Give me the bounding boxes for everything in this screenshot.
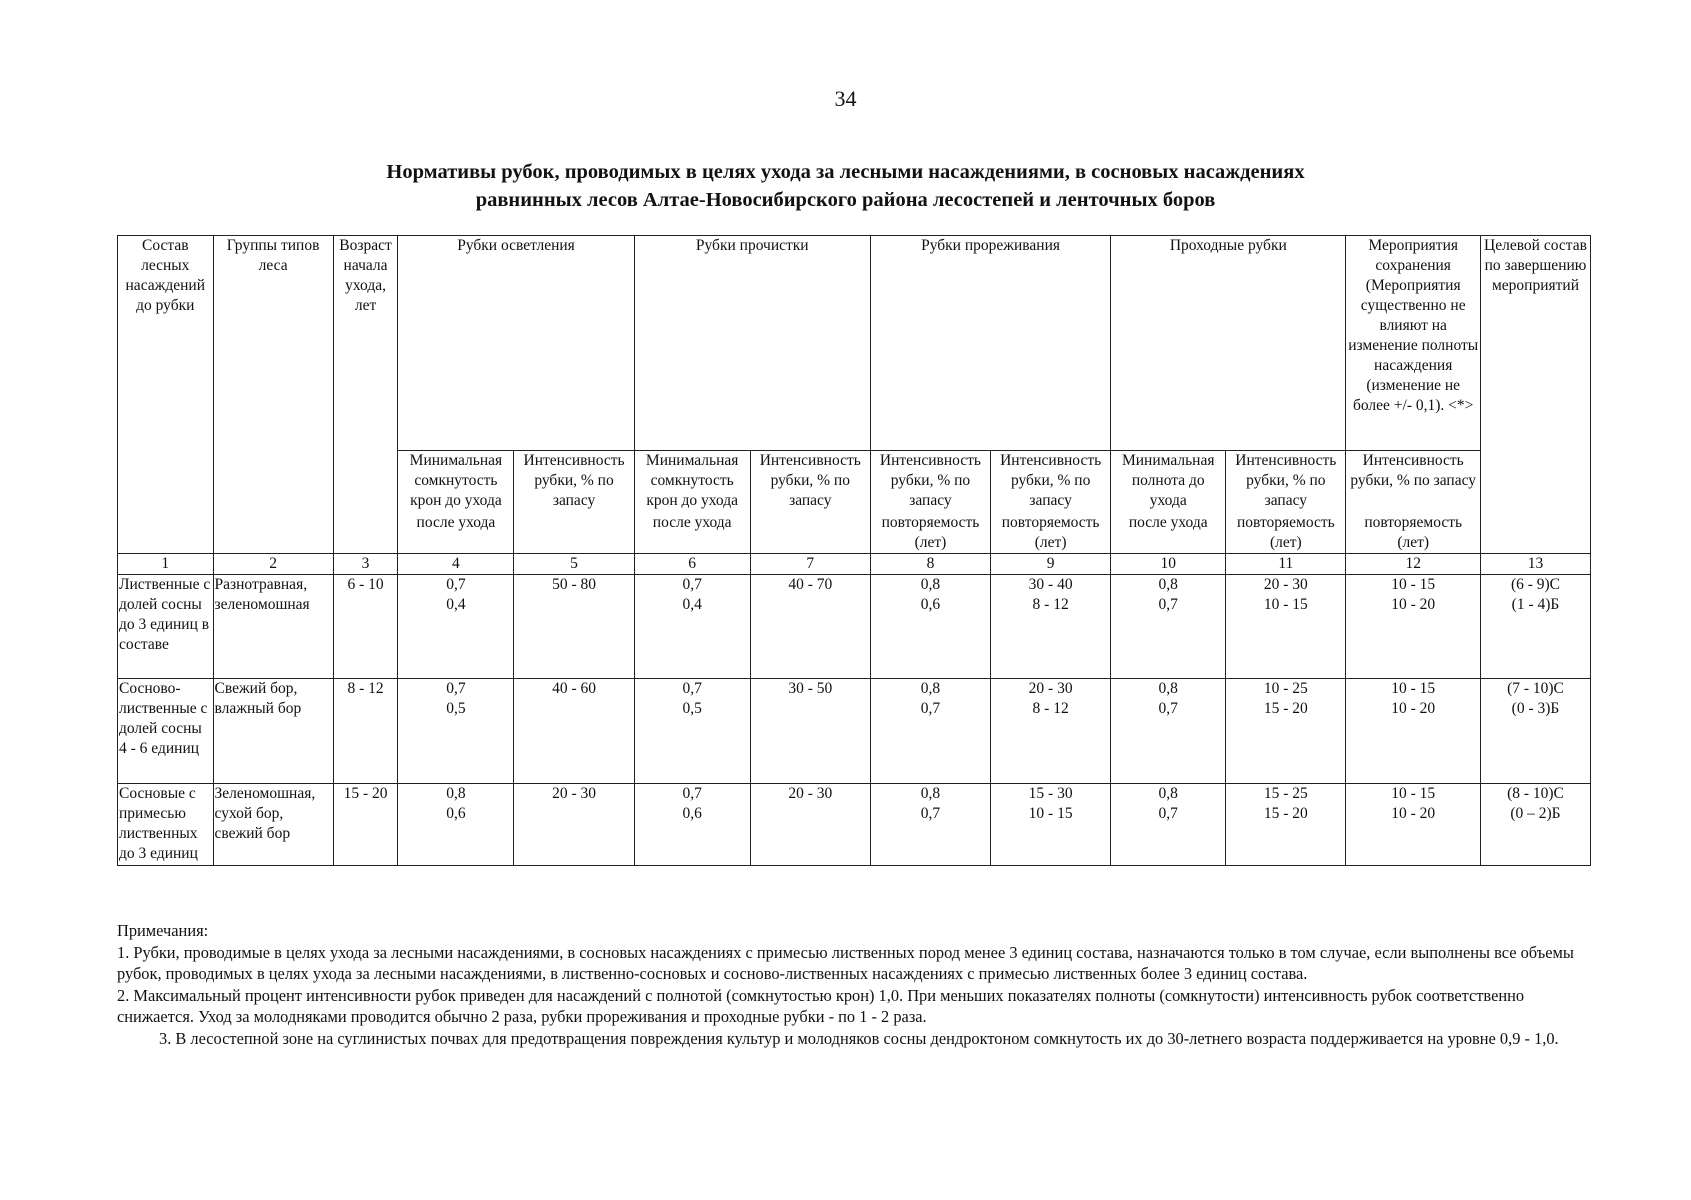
column-number: 10 bbox=[1111, 553, 1226, 574]
title-line-2: равнинных лесов Алтае-Новосибирского района лесостепей и ленточных боров bbox=[475, 189, 1216, 211]
value-cell: 0,7 bbox=[398, 574, 514, 595]
column-number: 4 bbox=[398, 553, 514, 574]
value-cell: 15 - 30 bbox=[991, 783, 1111, 804]
header-start-age: Возраст начала ухода, лет bbox=[333, 236, 398, 554]
value-cell: 0,4 bbox=[398, 595, 514, 679]
header-sub-col10: Минимальная полнота до ухода bbox=[1111, 451, 1226, 513]
value-cell bbox=[514, 595, 634, 679]
value-cell: 20 - 30 bbox=[991, 679, 1111, 700]
header-sub-col12-repeat: повторяемость (лет) bbox=[1346, 513, 1481, 554]
value-cell: 10 - 20 bbox=[1346, 699, 1481, 783]
column-number: 7 bbox=[750, 553, 870, 574]
value-cell: 0,6 bbox=[870, 595, 990, 679]
column-number: 6 bbox=[634, 553, 750, 574]
value-cell bbox=[514, 699, 634, 783]
empty-cell bbox=[333, 699, 398, 783]
value-cell: 0,6 bbox=[634, 804, 750, 866]
column-number: 12 bbox=[1346, 553, 1481, 574]
header-sub-col9-repeat: повторяемость (лет) bbox=[991, 513, 1111, 554]
value-cell: 40 - 60 bbox=[514, 679, 634, 700]
value-cell: 20 - 30 bbox=[750, 783, 870, 804]
value-cell: 0,8 bbox=[1111, 679, 1226, 700]
header-group-prochistka: Рубки прочистки bbox=[634, 236, 870, 451]
table-row bbox=[118, 783, 1591, 804]
value-cell: 20 - 30 bbox=[514, 783, 634, 804]
value-cell bbox=[514, 804, 634, 866]
value-cell: 10 - 15 bbox=[1346, 574, 1481, 595]
value-cell: 0,8 bbox=[870, 783, 990, 804]
value-cell: 0,7 bbox=[870, 699, 990, 783]
value-cell bbox=[750, 595, 870, 679]
empty-cell bbox=[333, 804, 398, 866]
target-composition-cell: (1 - 4)Б bbox=[1480, 595, 1590, 679]
table-row bbox=[118, 574, 1591, 595]
value-cell: 30 - 40 bbox=[991, 574, 1111, 595]
value-cell: 15 - 25 bbox=[1226, 783, 1346, 804]
value-cell: 0,8 bbox=[870, 679, 990, 700]
header-sub-col9: Интенсивность рубки, % по запасу bbox=[991, 451, 1111, 513]
header-sub-col11-repeat: повторяемость (лет) bbox=[1226, 513, 1346, 554]
target-composition-cell: (8 - 10)С bbox=[1480, 783, 1590, 804]
header-sub-col5: Интенсивность рубки, % по запасу bbox=[514, 451, 634, 554]
table-row bbox=[118, 804, 1591, 866]
value-cell: 10 - 15 bbox=[991, 804, 1111, 866]
start-age-cell: 15 - 20 bbox=[333, 783, 398, 804]
value-cell: 0,7 bbox=[634, 679, 750, 700]
value-cell: 0,8 bbox=[398, 783, 514, 804]
column-number: 11 bbox=[1226, 553, 1346, 574]
value-cell bbox=[750, 804, 870, 866]
column-number: 3 bbox=[333, 553, 398, 574]
value-cell: 8 - 12 bbox=[991, 699, 1111, 783]
target-composition-cell: (0 – 2)Б bbox=[1480, 804, 1590, 866]
note-item: 3. В лесостепной зоне на суглинистых почвах для предотвращения повреждения культур и молодняков сосны дендроктоном сомкнутость их до 30-летнего возраста поддерживается на уровне 0,9 - 1,0. bbox=[159, 1028, 1559, 1048]
page-number: 34 bbox=[834, 86, 857, 111]
table-row bbox=[118, 595, 1591, 679]
target-composition-cell: (0 - 3)Б bbox=[1480, 699, 1590, 783]
header-sub-col6: Минимальная сомкнутость крон до ухода bbox=[634, 451, 750, 513]
header-composition: Состав лесных насаждений до рубки bbox=[118, 236, 214, 554]
column-number: 2 bbox=[213, 553, 333, 574]
value-cell: 0,4 bbox=[634, 595, 750, 679]
value-cell: 15 - 20 bbox=[1226, 804, 1346, 866]
header-forest-type: Группы типов леса bbox=[213, 236, 333, 554]
norms-table bbox=[117, 235, 1591, 866]
header-sub-col4-after: после ухода bbox=[398, 513, 514, 554]
value-cell: 30 - 50 bbox=[750, 679, 870, 700]
header-target-composition: Целевой состав по завершению мероприятий bbox=[1480, 236, 1590, 554]
value-cell: 10 - 15 bbox=[1346, 679, 1481, 700]
header-sub-col7: Интенсивность рубки, % по запасу bbox=[750, 451, 870, 554]
header-sub-col11: Интенсивность рубки, % по запасу bbox=[1226, 451, 1346, 513]
target-composition-cell: (7 - 10)С bbox=[1480, 679, 1590, 700]
value-cell: 0,8 bbox=[1111, 783, 1226, 804]
value-cell bbox=[750, 699, 870, 783]
value-cell: 0,7 bbox=[1111, 699, 1226, 783]
header-row-groups bbox=[118, 236, 1591, 451]
value-cell: 0,7 bbox=[870, 804, 990, 866]
header-group-prorezhivanie: Рубки прореживания bbox=[870, 236, 1110, 451]
value-cell: 0,5 bbox=[398, 699, 514, 783]
value-cell: 8 - 12 bbox=[991, 595, 1111, 679]
composition-cell: Сосновые с примесью лиственных до 3 единиц bbox=[118, 783, 214, 866]
empty-cell bbox=[333, 595, 398, 679]
value-cell: 0,6 bbox=[398, 804, 514, 866]
value-cell: 0,7 bbox=[398, 679, 514, 700]
title-line-1: Нормативы рубок, проводимых в целях ухода за лесными насаждениями, в сосновых насаждениях bbox=[386, 161, 1305, 183]
value-cell: 50 - 80 bbox=[514, 574, 634, 595]
value-cell: 10 - 20 bbox=[1346, 804, 1481, 866]
notes-heading: Примечания: bbox=[117, 921, 209, 940]
table-row bbox=[118, 679, 1591, 700]
value-cell: 0,8 bbox=[870, 574, 990, 595]
header-sub-col12: Интенсивность рубки, % по запасу bbox=[1346, 451, 1481, 513]
value-cell: 0,8 bbox=[1111, 574, 1226, 595]
column-number: 9 bbox=[991, 553, 1111, 574]
table-row bbox=[118, 699, 1591, 783]
document-title bbox=[150, 158, 1541, 214]
column-number: 8 bbox=[870, 553, 990, 574]
header-preservation-measures: Мероприятия сохранения (Мероприятия существенно не влияют на изменение полноты насаждения (изменение не более +/- 0,1). <*> bbox=[1346, 236, 1481, 451]
value-cell: 0,5 bbox=[634, 699, 750, 783]
forest-type-cell: Зеленомошная, сухой бор, свежий бор bbox=[213, 783, 333, 866]
column-number-row bbox=[118, 553, 1591, 574]
composition-cell: Сосново-лиственные с долей сосны 4 - 6 единиц bbox=[118, 679, 214, 784]
notes-section bbox=[117, 920, 1587, 1049]
value-cell: 10 - 25 bbox=[1226, 679, 1346, 700]
header-sub-col6-after: после ухода bbox=[634, 513, 750, 554]
header-sub-col10-after: после ухода bbox=[1111, 513, 1226, 554]
column-number: 5 bbox=[514, 553, 634, 574]
composition-cell: Лиственные с долей сосны до 3 единиц в составе bbox=[118, 574, 214, 679]
header-group-osvetlenie: Рубки осветления bbox=[398, 236, 634, 451]
value-cell: 10 - 15 bbox=[1226, 595, 1346, 679]
value-cell: 10 - 15 bbox=[1346, 783, 1481, 804]
start-age-cell: 8 - 12 bbox=[333, 679, 398, 700]
target-composition-cell: (6 - 9)С bbox=[1480, 574, 1590, 595]
header-group-prokhodnye: Проходные рубки bbox=[1111, 236, 1346, 451]
header-sub-col8: Интенсивность рубки, % по запасу bbox=[870, 451, 990, 513]
header-sub-col8-repeat: повторяемость (лет) bbox=[870, 513, 990, 554]
header-sub-col4: Минимальная сомкнутость крон до ухода bbox=[398, 451, 514, 513]
value-cell: 40 - 70 bbox=[750, 574, 870, 595]
value-cell: 0,7 bbox=[634, 783, 750, 804]
value-cell: 0,7 bbox=[634, 574, 750, 595]
column-number: 1 bbox=[118, 553, 214, 574]
value-cell: 10 - 20 bbox=[1346, 595, 1481, 679]
value-cell: 0,7 bbox=[1111, 804, 1226, 866]
value-cell: 20 - 30 bbox=[1226, 574, 1346, 595]
note-item: 1. Рубки, проводимые в целях ухода за лесными насаждениями, в сосновых насаждениях с примесью лиственных пород менее 3 единиц состава, назначаются только в том случае, если выполнены все объемы рубок, проводимых в целях ухода за лесными насаждениями, в лиственно-сосновых и сосново-лиственных насаждениях с примесью лиственных более 3 единиц состава. bbox=[117, 942, 1574, 983]
note-item: 2. Максимальный процент интенсивности рубок приведен для насаждений с полнотой (сомкнутостью крон) 1,0. При меньших показателях полноты (сомкнутости) интенсивность рубок соответственно снижается. Уход за молодняками проводится обычно 2 раза, рубки прореживания и проходные рубки - по 1 - 2 раза. bbox=[117, 985, 1525, 1026]
column-number: 13 bbox=[1480, 553, 1590, 574]
start-age-cell: 6 - 10 bbox=[333, 574, 398, 595]
forest-type-cell: Разнотравная, зеленомошная bbox=[213, 574, 333, 679]
value-cell: 0,7 bbox=[1111, 595, 1226, 679]
value-cell: 15 - 20 bbox=[1226, 699, 1346, 783]
forest-type-cell: Свежий бор, влажный бор bbox=[213, 679, 333, 784]
